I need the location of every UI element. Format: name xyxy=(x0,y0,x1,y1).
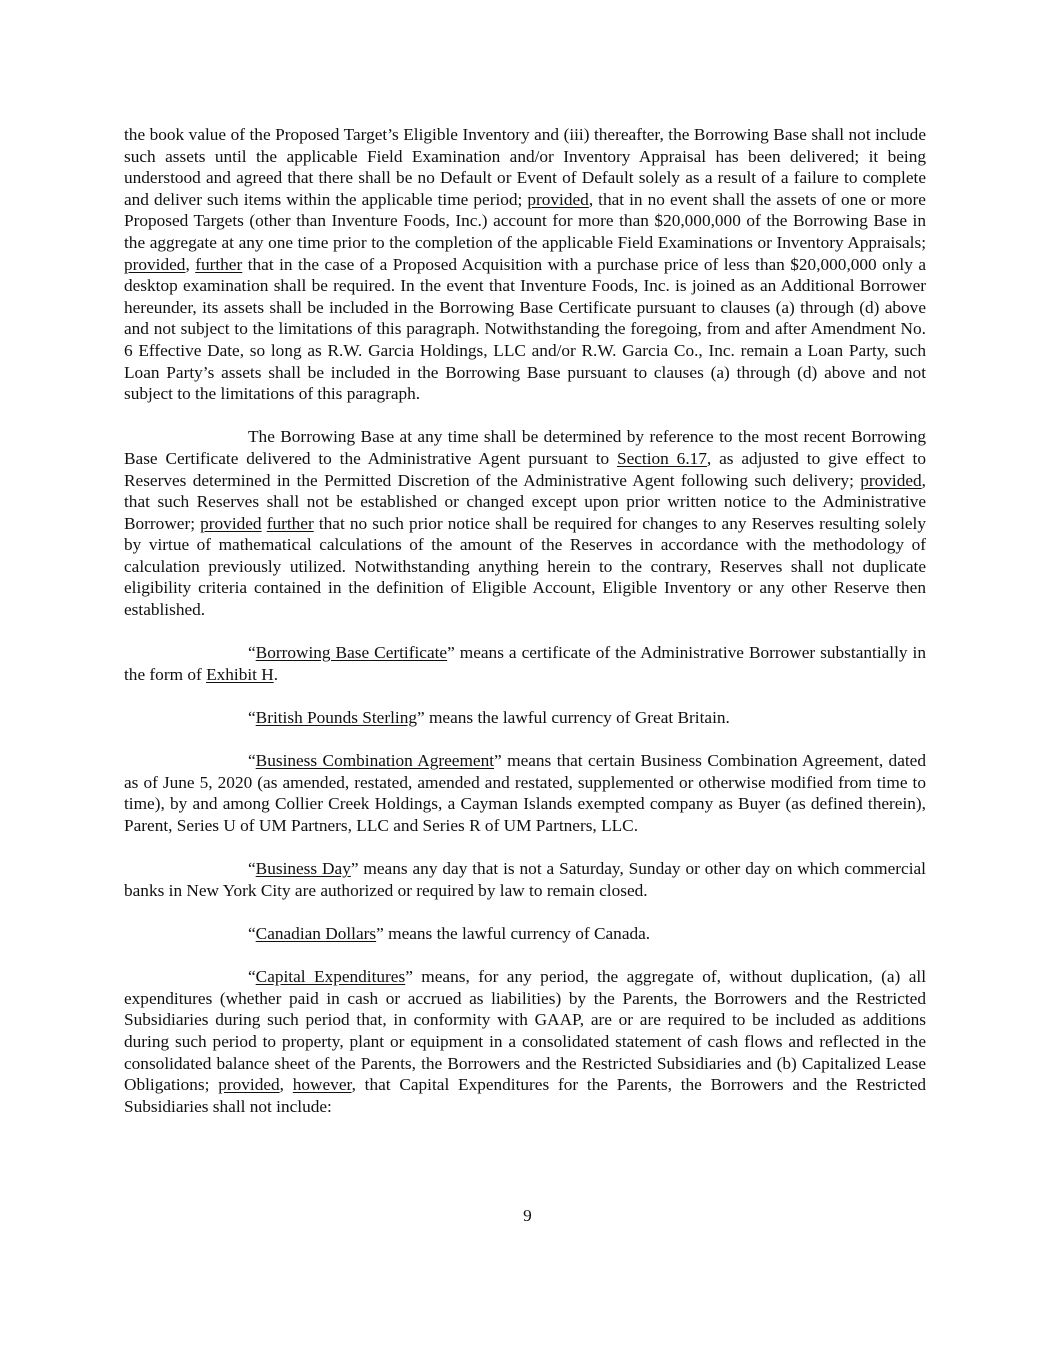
text: , xyxy=(185,254,196,274)
definition-business-combination-agreement xyxy=(124,750,926,836)
text: . xyxy=(273,664,279,684)
text: , that in no event shall the assets of one or more Proposed Targets (other than Inventure Foods, Inc.) account for more than $20,000,000 of the Borrowing Base in the aggregate at any one time prior to the completion of the applicable Field Examinations or Inventory Appraisals; xyxy=(124,189,926,252)
defined-term-provided: provided xyxy=(218,1075,280,1095)
text: that no such prior notice shall be required for changes to any Reserves resulting solely by virtue of mathematical calculations of the amount of the Reserves in accordance with the methodology of calculation previously utilized. Notwithstanding anything herein to the contrary, Reserves shall not duplicate eligibility criteria contained in the definition of Eligible Account, Eligible Inventory or any other Reserve then established. xyxy=(124,513,926,620)
text: ” means the lawful currency of Canada. xyxy=(376,923,651,943)
section-reference: Section 6.17 xyxy=(616,448,707,468)
text: “ xyxy=(248,708,256,728)
defined-term-provided: provided xyxy=(527,189,589,209)
text: ” means, for any period, the aggregate of, without duplication, (a) all expenditures (whether paid in cash or accrued as liabilities) by the Parents, the Borrowers and the Restricted Subsidiaries during such period that, in conformity with GAAP, are or are required to be included as additions during such period to property, plant or equipment in a consolidated statement of cash flows and reflected in the consolidated balance sheet of the Parents, the Borrowers and the Restricted Subsidiaries and (b) Capitalized Lease Obligations; xyxy=(124,967,926,1095)
page-number: 9 xyxy=(523,1206,532,1225)
text: “ xyxy=(248,859,256,879)
text: “ xyxy=(248,643,256,663)
definition-business-day xyxy=(124,858,926,901)
text: that in the case of a Proposed Acquisition with a purchase price of less than $20,000,000 only a desktop examination shall be required. In the event that Inventure Foods, Inc. is joined as an Additional Borrower hereunder, its assets shall be included in the Borrowing Base Certificate pursuant to clauses (a) through (d) above and not subject to the limitations of this paragraph. Notwithstanding the foregoing, from and after Amendment No. 6 Effective Date, so long as R.W. Garcia Holdings, LLC and/or R.W. Garcia Co., Inc. remain a Loan Party, such Loan Party’s assets shall be included in the Borrowing Base pursuant to clauses (a) through (d) above and not subject to the limitations of this paragraph. xyxy=(124,254,926,404)
paragraph-borrowing-base-determination xyxy=(124,426,926,620)
defined-term: Canadian Dollars xyxy=(255,923,377,943)
defined-term-provided: provided xyxy=(124,254,186,274)
defined-term-further: further xyxy=(266,513,314,533)
text: the book value of the Proposed Target’s Eligible Inventory and (iii) thereafter, the Borrowing Base shall not include such assets until the applicable Field Examination and/or Inventory Appraisal has been delivered; it being understood and agreed that there shall be no Default or Event of Default solely as a result of a failure to complete and deliver such items within the applicable time period; xyxy=(124,125,926,209)
text: , as adjusted to give effect to Reserves determined in the Permitted Discretion of the Administrative Agent following such delivery; xyxy=(124,448,926,490)
text: ” means that certain Business Combination Agreement, dated as of June 5, 2020 (as amended, restated, amended and restated, supplemented or otherwise modified from time to time), by and among Collier Creek Holdings, a Cayman Islands exempted company as Buyer (as defined therein), Parent, Series U of UM Partners, LLC and Series R of UM Partners, LLC. xyxy=(124,751,926,835)
defined-term-however: however xyxy=(292,1075,352,1095)
text: , that such Reserves shall not be established or changed except upon prior written notice to the Administrative Borrower; xyxy=(124,470,926,533)
definition-canadian-dollars xyxy=(124,923,926,945)
text: “ xyxy=(248,923,256,943)
defined-term-provided: provided xyxy=(200,513,262,533)
definition-capital-expenditures xyxy=(124,966,926,1117)
definition-borrowing-base-certificate xyxy=(124,642,926,685)
definition-british-pounds-sterling xyxy=(124,707,926,729)
document-page xyxy=(124,124,926,1139)
text: ” means a certificate of the Administrative Borrower substantially in the form of xyxy=(124,643,926,684)
paragraph-borrowing-base-continuation xyxy=(124,124,926,405)
text: ” means any day that is not a Saturday, Sunday or other day on which commercial banks in New York City are authorized or required by law to remain closed. xyxy=(124,859,926,900)
text: , that Capital Expenditures for the Parents, the Borrowers and the Restricted Subsidiaries shall not include: xyxy=(124,1075,926,1116)
defined-term: Borrowing Base Certificate xyxy=(255,643,448,663)
text: “ xyxy=(248,967,256,987)
text: The Borrowing Base at any time shall be determined by reference to the most recent Borrowing Base Certificate delivered to the Administrative Agent pursuant to xyxy=(124,427,926,468)
text: “ xyxy=(248,751,256,771)
defined-term: Capital Expenditures xyxy=(255,967,406,987)
exhibit-reference: Exhibit H xyxy=(206,664,274,684)
defined-term: British Pounds Sterling xyxy=(255,708,417,728)
text: ” means the lawful currency of Great Britain. xyxy=(416,708,730,728)
defined-term-provided: provided xyxy=(860,470,922,490)
defined-term: Business Combination Agreement xyxy=(255,751,495,771)
defined-term: Business Day xyxy=(255,859,351,879)
text: , xyxy=(279,1075,293,1095)
defined-term-further: further xyxy=(195,254,243,274)
